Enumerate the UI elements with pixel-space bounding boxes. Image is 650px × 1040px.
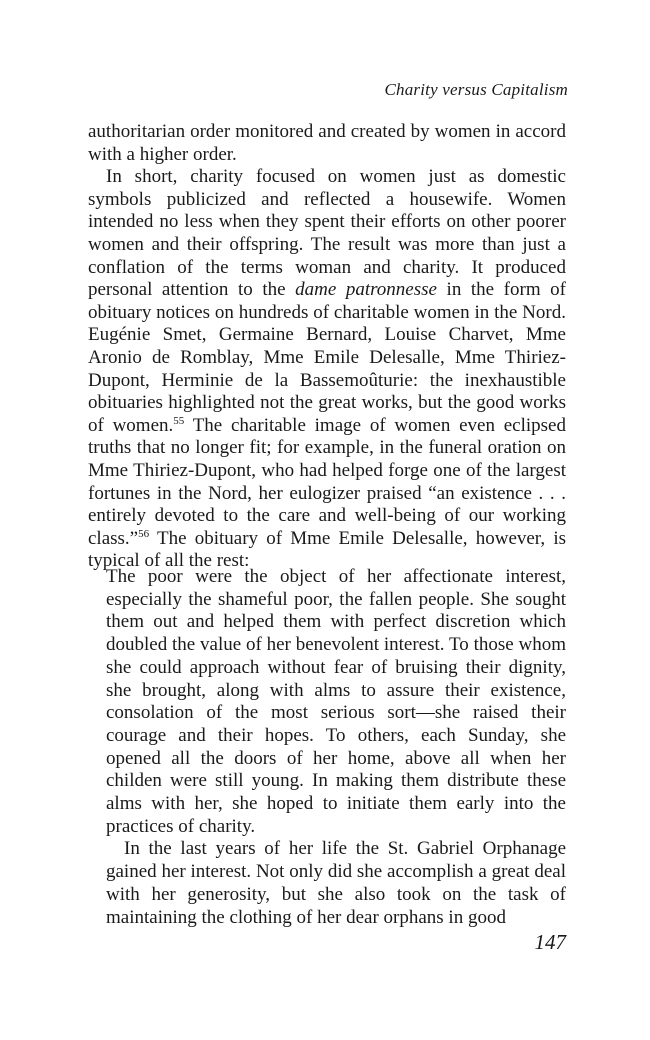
- paragraph-text: in the form of obituary notices on hundreds of charitable women in the Nord. Eugénie Smet, Germaine Bernard, Louise Charvet, Mme Aronio de Romblay, Mme Emile Delesalle, Mme Thiriez-Dupont, Herminie de la Bassemoûturie: the inexhaustible obituaries highlighted not the great works, but the good works of women.: [88, 279, 566, 436]
- block-quote: [106, 566, 566, 929]
- running-head: Charity versus Capitalism: [384, 80, 568, 99]
- paragraph-text: The charitable image of women even eclipsed truths that no longer fit; for example, in the funeral oration on Mme Thiriez-Dupont, who had helped forge one of the largest fortunes in the Nord, her eulogizer praised “an existence . . . entirely devoted to the care and well-being of our working class.”: [88, 414, 566, 549]
- page-number: 147: [534, 930, 566, 954]
- emphasis-term: dame patronnesse: [295, 279, 437, 301]
- footnote-ref-56[interactable]: 56: [138, 527, 150, 540]
- quote-paragraph: In the last years of her life the St. Gabriel Orphanage gained her interest. Not only did she accomplish a great deal with her generosity, but she also took on the task of maintaining the clothing of her dear orphans in good: [106, 838, 566, 928]
- main-text: [88, 121, 566, 573]
- paragraph-continuation: authoritarian order monitored and created by women in accord with a higher order.: [88, 121, 566, 165]
- paragraph-charity-focus: [88, 166, 566, 573]
- footnote-ref-55[interactable]: 55: [173, 414, 185, 427]
- paragraph-text: In short, charity focused on women just as domestic symbols publicized and reflected a housewife. Women intended no less when they spent their efforts on other poorer women and their offspring. The result was more than just a conflation of the terms woman and charity. It produced personal attention to the: [88, 166, 566, 301]
- quote-paragraph: The poor were the object of her affectionate interest, especially the shameful poor, the fallen people. She sought them out and helped them with perfect discretion which doubled the value of her benevolent interest. To those whom she could approach without fear of bruising their dignity, she brought, along with alms to assure their existence, consolation of the most serious sort—she raised their courage and their hopes. To others, each Sunday, she opened all the doors of her home, above all when her childen were still young. In making them distribute these alms with her, she hoped to initiate them early into the practices of charity.: [106, 566, 566, 837]
- paragraph-text: The obituary of Mme Emile Delesalle, however, is typical of all the rest:: [88, 527, 566, 572]
